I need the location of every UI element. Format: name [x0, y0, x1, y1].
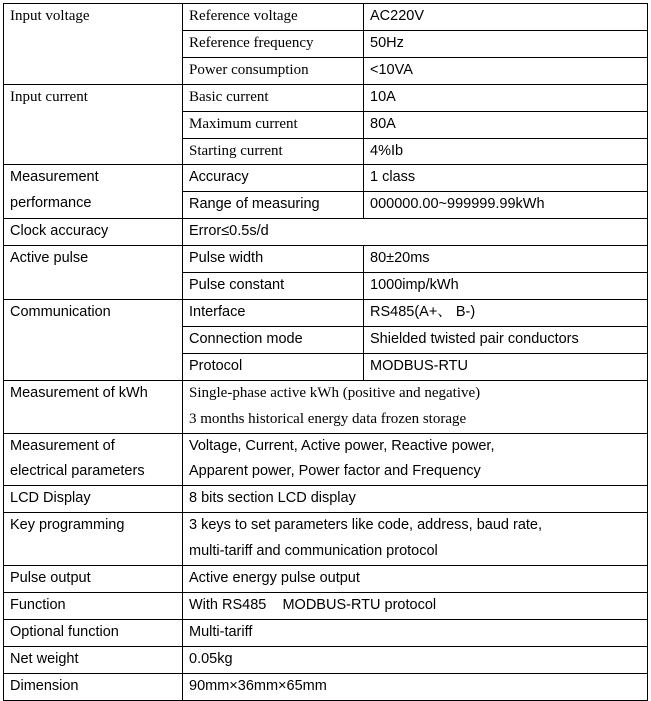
pulse-output-label: Pulse output [4, 566, 183, 593]
measurement-performance-label [4, 165, 183, 219]
pulse-output-value: Active energy pulse output [183, 566, 648, 593]
dimension-value: 90mm×36mm×65mm [183, 673, 648, 700]
lcd-display-value: 8 bits section LCD display [183, 486, 648, 513]
measurement-electrical-line1: Voltage, Current, Active power, Reactive power, [189, 437, 495, 454]
measurement-electrical-line2: Apparent power, Power factor and Frequency [189, 463, 481, 480]
table-row [4, 165, 648, 192]
function-value: With RS485 MODBUS-RTU protocol [183, 592, 648, 619]
table-row [4, 513, 648, 566]
basic-current-value: 10A [364, 84, 648, 111]
protocol-label: Protocol [183, 353, 364, 380]
net-weight-value: 0.05kg [183, 646, 648, 673]
power-consumption-label: Power consumption [183, 57, 364, 84]
function-label: Function [4, 592, 183, 619]
lcd-display-label: LCD Display [4, 486, 183, 513]
reference-frequency-label: Reference frequency [183, 30, 364, 57]
measurement-kwh-value [183, 380, 648, 433]
table-row [4, 486, 648, 513]
measurement-kwh-label: Measurement of kWh [4, 380, 183, 433]
protocol-value: MODBUS-RTU [364, 353, 648, 380]
starting-current-value: 4%Ib [364, 138, 648, 165]
accuracy-value: 1 class [364, 165, 648, 192]
table-row [4, 380, 648, 433]
table-row [4, 433, 648, 486]
table-row [4, 219, 648, 246]
range-of-measuring-value: 000000.00~999999.99kWh [364, 192, 648, 219]
communication-label: Communication [4, 299, 183, 380]
measurement-electrical-label-line1: Measurement of [10, 437, 115, 454]
measurement-kwh-line2: 3 months historical energy data frozen storage [189, 410, 467, 427]
table-row [4, 246, 648, 273]
dimension-label: Dimension [4, 673, 183, 700]
net-weight-label: Net weight [4, 646, 183, 673]
measurement-kwh-line1: Single-phase active kWh (positive and negative) [189, 384, 481, 401]
active-pulse-label: Active pulse [4, 246, 183, 300]
table-row [4, 299, 648, 326]
key-programming-line2: multi-tariff and communication protocol [189, 543, 438, 560]
table-row [4, 619, 648, 646]
key-programming-value [183, 513, 648, 566]
measurement-electrical-value [183, 433, 648, 486]
starting-current-label: Starting current [183, 138, 364, 165]
table-row [4, 566, 648, 593]
key-programming-label: Key programming [4, 513, 183, 566]
optional-function-value: Multi-tariff [183, 619, 648, 646]
range-of-measuring-label: Range of measuring [183, 192, 364, 219]
pulse-width-label: Pulse width [183, 246, 364, 273]
measurement-performance-label-line2: performance [10, 195, 92, 212]
measurement-electrical-label-line2: electrical parameters [10, 463, 145, 480]
power-consumption-value: <10VA [364, 57, 648, 84]
specification-table [3, 3, 648, 701]
table-row [4, 4, 648, 31]
interface-value: RS485(A+、 B-) [364, 299, 648, 326]
input-voltage-label: Input voltage [4, 4, 183, 85]
table-row [4, 84, 648, 111]
interface-label: Interface [183, 299, 364, 326]
pulse-constant-value: 1000imp/kWh [364, 273, 648, 300]
reference-frequency-value: 50Hz [364, 30, 648, 57]
pulse-width-value: 80±20ms [364, 246, 648, 273]
table-row [4, 646, 648, 673]
connection-mode-value: Shielded twisted pair conductors [364, 326, 648, 353]
reference-voltage-label: Reference voltage [183, 4, 364, 31]
key-programming-line1: 3 keys to set parameters like code, address, baud rate, [189, 517, 543, 534]
pulse-constant-label: Pulse constant [183, 273, 364, 300]
maximum-current-label: Maximum current [183, 111, 364, 138]
table-row [4, 673, 648, 700]
reference-voltage-value: AC220V [364, 4, 648, 31]
input-current-label: Input current [4, 84, 183, 165]
optional-function-label: Optional function [4, 619, 183, 646]
measurement-electrical-label [4, 433, 183, 486]
clock-accuracy-value: Error≤0.5s/d [183, 219, 648, 246]
table-row [4, 592, 648, 619]
maximum-current-value: 80A [364, 111, 648, 138]
measurement-performance-label-line1: Measurement [10, 169, 99, 186]
accuracy-label: Accuracy [183, 165, 364, 192]
connection-mode-label: Connection mode [183, 326, 364, 353]
basic-current-label: Basic current [183, 84, 364, 111]
clock-accuracy-label: Clock accuracy [4, 219, 183, 246]
